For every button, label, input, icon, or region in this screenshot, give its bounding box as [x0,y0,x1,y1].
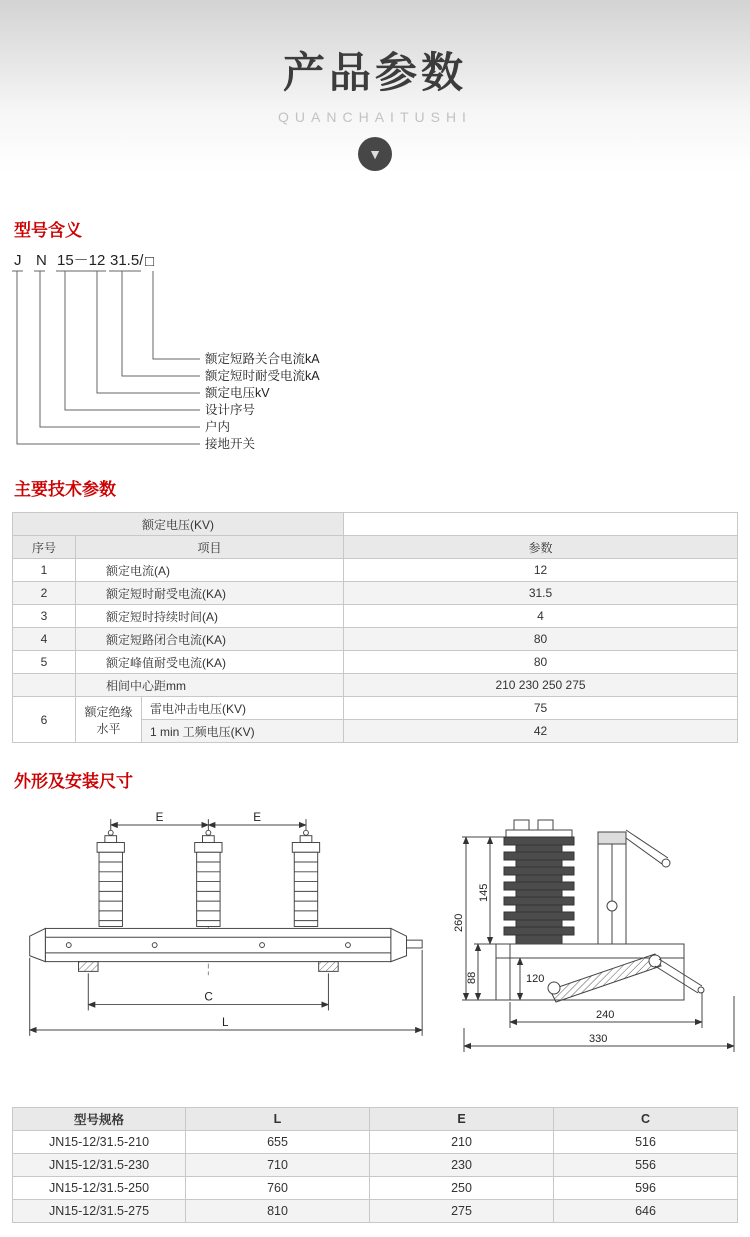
cell-l: 810 [186,1200,370,1223]
table-row [13,605,738,628]
col-header-model: 型号规格 [13,1108,186,1131]
scroll-down-button[interactable] [358,137,392,171]
table-row [13,1131,738,1154]
model-code-lines [12,271,200,444]
pole-insulator-2 [195,830,222,926]
cell-value: 4 [344,605,738,628]
cell-no: 5 [13,651,76,674]
dim-label-145: 145 [478,883,490,902]
cell-c: 596 [554,1177,738,1200]
cell-c: 556 [554,1154,738,1177]
base-frame [30,928,422,971]
page-subtitle: QUANCHAITUSHI [278,109,472,125]
table-row [13,651,738,674]
cell-value: 31.5 [344,582,738,605]
code-part-box: □ [145,253,155,270]
dim-label-88: 88 [466,971,478,984]
table-row [13,674,738,697]
cell-l: 655 [186,1131,370,1154]
side-view-wrap [450,806,750,1091]
col-header-e: E [370,1108,554,1131]
cell-c: 646 [554,1200,738,1223]
ribbed-insulator [504,837,574,944]
tech-section-heading: 主要技术参数 [14,480,116,499]
side-view-drawing [450,806,750,1086]
code-label: 额定电压kV [205,386,270,400]
cell-no: 2 [13,582,76,605]
cell-model: JN15-12/31.5-210 [13,1131,186,1154]
table-row [13,697,738,720]
col-header-item: 项目 [76,536,344,559]
cell-item: 额定短时持续时间(A) [76,605,344,628]
cell-item: 雷电冲击电压(KV) [142,697,344,720]
earthing-blade [548,954,704,1002]
cell-l: 760 [186,1177,370,1200]
cell-item: 额定峰值耐受电流(KA) [76,651,344,674]
cell-value: 80 [344,651,738,674]
tech-params-table [12,512,738,743]
cell-value: 80 [344,628,738,651]
voltage-row-cell: 额定电压(KV) [13,513,344,536]
col-header-no: 序号 [13,536,76,559]
cell-no [13,674,76,697]
cell-value: 210 230 250 275 [344,674,738,697]
table-row [13,628,738,651]
terminal-caps [506,820,572,837]
table-row [13,582,738,605]
pole-insulator-3 [292,830,319,926]
pole-insulator-1 [97,830,124,926]
cell-e: 230 [370,1154,554,1177]
mounting-bracket [598,830,670,944]
cell-no: 6 [13,697,76,743]
chevron-down-icon: ▼ [368,146,382,162]
empty-cell [344,513,738,536]
code-label: 接地开关 [205,437,256,451]
code-part: 31.5/ [110,252,144,269]
code-part: 15－12 [57,252,106,269]
dim-label-e1: E [155,811,164,825]
code-label: 设计序号 [205,403,256,417]
page-title: 产品参数 [282,49,467,96]
col-header-l: L [186,1108,370,1131]
cell-model: JN15-12/31.5-275 [13,1200,186,1223]
cell-model: JN15-12/31.5-250 [13,1177,186,1200]
model-code-diagram [0,247,750,459]
cell-no: 3 [13,605,76,628]
front-view-drawing [18,806,428,1086]
cell-c: 516 [554,1131,738,1154]
dim-label-e2: E [253,811,262,825]
code-label: 户内 [205,420,231,434]
code-label: 额定短时耐受电流kA [205,369,320,383]
size-table-header-row [13,1108,738,1131]
table-row [13,1177,738,1200]
code-part: N [36,252,47,269]
code-part: J [14,252,22,269]
dim-label-120: 120 [526,973,545,985]
cell-item: 相间中心距mm [76,674,344,697]
col-header-value: 参数 [344,536,738,559]
dim-label-260: 260 [453,913,465,932]
col-header-c: C [554,1108,738,1131]
lower-frame [496,944,684,1000]
cell-item: 额定电流(A) [76,559,344,582]
cell-l: 710 [186,1154,370,1177]
table-row [13,1154,738,1177]
cell-item: 额定短路闭合电流(KA) [76,628,344,651]
model-code-text [14,252,154,270]
table-row [13,1200,738,1223]
dim-label-240: 240 [596,1009,615,1021]
cell-value: 42 [344,720,738,743]
cell-item: 1 min 工频电压(KV) [142,720,344,743]
cell-no: 4 [13,628,76,651]
cell-item: 额定短时耐受电流(KA) [76,582,344,605]
table-row [13,559,738,582]
table-row [13,513,738,536]
dim-label-330: 330 [589,1033,608,1045]
dims-section-heading: 外形及安装尺寸 [14,772,133,791]
cell-insulation-group: 额定绝缘水平 [76,697,142,743]
dim-label-l: L [222,1016,229,1030]
dimension-drawings [18,806,750,1091]
cell-no: 1 [13,559,76,582]
model-code-labels [205,351,320,451]
size-table [12,1107,738,1223]
code-label: 额定短路关合电流kA [205,352,320,366]
cell-e: 210 [370,1131,554,1154]
model-section-heading: 型号含义 [14,221,82,240]
cell-value: 12 [344,559,738,582]
dim-label-c: C [204,990,213,1004]
page-header [0,0,750,172]
cell-e: 275 [370,1200,554,1223]
table-header-row [13,536,738,559]
cell-value: 75 [344,697,738,720]
cell-e: 250 [370,1177,554,1200]
cell-model: JN15-12/31.5-230 [13,1154,186,1177]
